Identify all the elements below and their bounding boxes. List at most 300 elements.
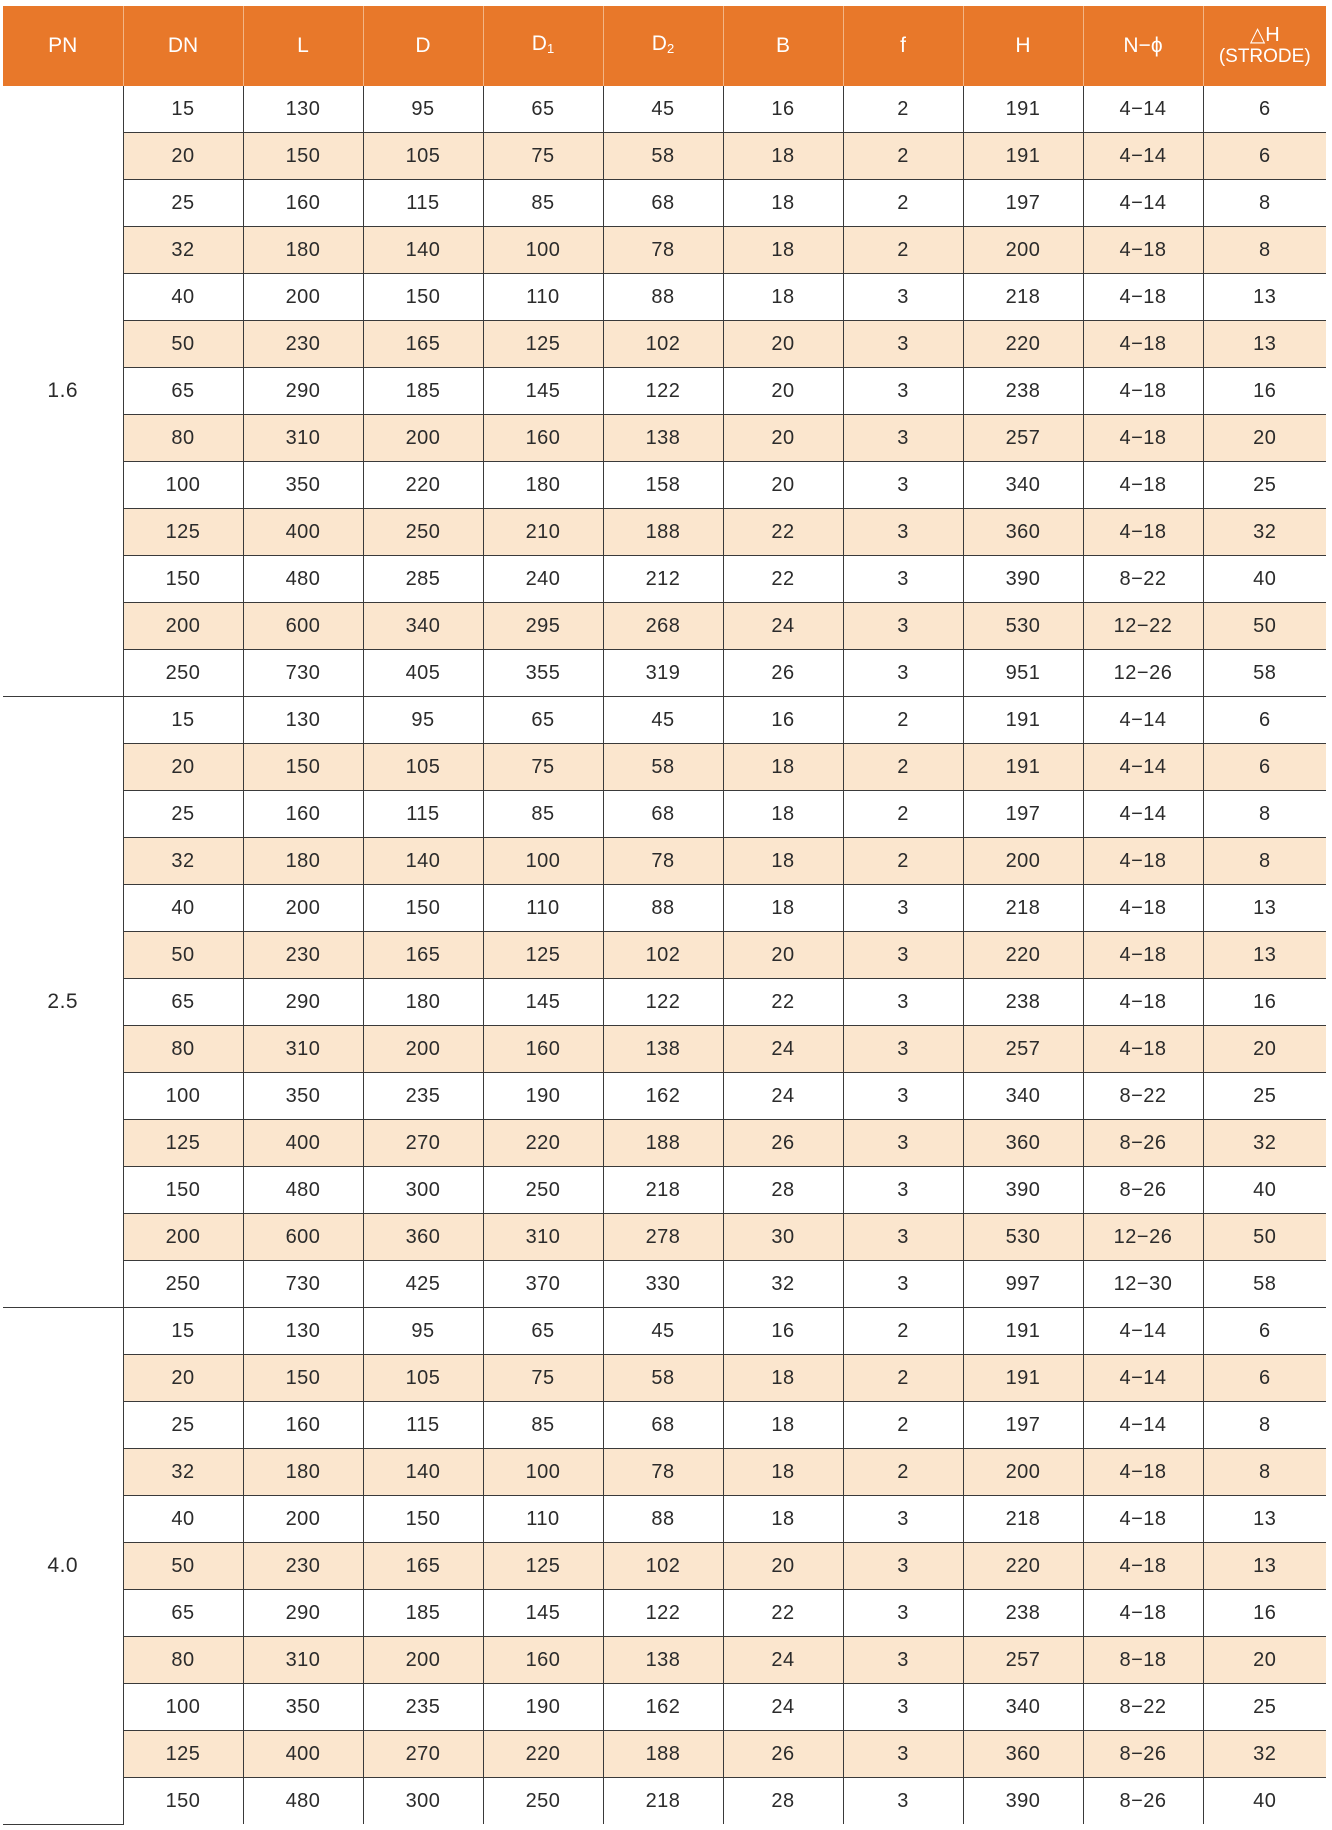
cell-f: 3 bbox=[843, 1684, 963, 1731]
pn-group-label: 1.6 bbox=[3, 86, 123, 697]
cell-f: 2 bbox=[843, 86, 963, 133]
table-row bbox=[3, 885, 1326, 932]
cell-d: 270 bbox=[363, 1731, 483, 1778]
cell-h: 530 bbox=[963, 1214, 1083, 1261]
cell-d: 150 bbox=[363, 1496, 483, 1543]
cell-d: 200 bbox=[363, 415, 483, 462]
cell-l: 290 bbox=[243, 1590, 363, 1637]
cell-dn: 100 bbox=[123, 1684, 243, 1731]
cell-n-phi: 4−18 bbox=[1083, 1026, 1203, 1073]
cell-d1: 85 bbox=[483, 791, 603, 838]
cell-l: 310 bbox=[243, 1026, 363, 1073]
table-row bbox=[3, 1261, 1326, 1308]
header-l: L bbox=[243, 6, 363, 86]
table-row bbox=[3, 791, 1326, 838]
cell-l: 130 bbox=[243, 86, 363, 133]
table-row bbox=[3, 1026, 1326, 1073]
cell-d1: 85 bbox=[483, 180, 603, 227]
cell-d2: 58 bbox=[603, 133, 723, 180]
cell-d: 105 bbox=[363, 744, 483, 791]
cell-n-phi: 8−18 bbox=[1083, 1637, 1203, 1684]
table-row bbox=[3, 1590, 1326, 1637]
cell-d: 185 bbox=[363, 1590, 483, 1637]
cell-d2: 162 bbox=[603, 1073, 723, 1120]
cell-l: 310 bbox=[243, 415, 363, 462]
cell-delta-h: 8 bbox=[1203, 791, 1326, 838]
cell-d2: 138 bbox=[603, 415, 723, 462]
cell-d1: 180 bbox=[483, 462, 603, 509]
cell-dn: 125 bbox=[123, 509, 243, 556]
header-h: H bbox=[963, 6, 1083, 86]
cell-n-phi: 4−14 bbox=[1083, 697, 1203, 744]
cell-n-phi: 4−14 bbox=[1083, 1308, 1203, 1355]
cell-d: 165 bbox=[363, 321, 483, 368]
cell-f: 3 bbox=[843, 650, 963, 697]
cell-d: 270 bbox=[363, 1120, 483, 1167]
cell-dn: 250 bbox=[123, 1261, 243, 1308]
cell-f: 3 bbox=[843, 556, 963, 603]
table-row bbox=[3, 744, 1326, 791]
cell-n-phi: 8−26 bbox=[1083, 1731, 1203, 1778]
cell-f: 2 bbox=[843, 1449, 963, 1496]
cell-b: 26 bbox=[723, 1731, 843, 1778]
cell-delta-h: 16 bbox=[1203, 979, 1326, 1026]
cell-d1: 160 bbox=[483, 1637, 603, 1684]
cell-f: 3 bbox=[843, 1167, 963, 1214]
cell-n-phi: 4−18 bbox=[1083, 932, 1203, 979]
cell-d2: 102 bbox=[603, 932, 723, 979]
cell-n-phi: 4−18 bbox=[1083, 979, 1203, 1026]
cell-d1: 160 bbox=[483, 415, 603, 462]
cell-l: 160 bbox=[243, 1402, 363, 1449]
table-row bbox=[3, 1778, 1326, 1825]
header-f: f bbox=[843, 6, 963, 86]
cell-h: 197 bbox=[963, 180, 1083, 227]
table-row bbox=[3, 1214, 1326, 1261]
cell-h: 390 bbox=[963, 1778, 1083, 1825]
cell-d2: 68 bbox=[603, 1402, 723, 1449]
cell-d1: 85 bbox=[483, 1402, 603, 1449]
cell-f: 3 bbox=[843, 1778, 963, 1825]
cell-f: 3 bbox=[843, 321, 963, 368]
cell-n-phi: 8−26 bbox=[1083, 1120, 1203, 1167]
cell-dn: 32 bbox=[123, 838, 243, 885]
cell-d2: 45 bbox=[603, 697, 723, 744]
cell-d1: 145 bbox=[483, 979, 603, 1026]
table-row bbox=[3, 1684, 1326, 1731]
cell-d: 405 bbox=[363, 650, 483, 697]
cell-d: 95 bbox=[363, 86, 483, 133]
cell-b: 16 bbox=[723, 1308, 843, 1355]
cell-h: 191 bbox=[963, 1308, 1083, 1355]
cell-delta-h: 25 bbox=[1203, 1073, 1326, 1120]
cell-n-phi: 8−26 bbox=[1083, 1167, 1203, 1214]
cell-f: 3 bbox=[843, 1214, 963, 1261]
cell-n-phi: 8−22 bbox=[1083, 1073, 1203, 1120]
cell-b: 18 bbox=[723, 227, 843, 274]
cell-d2: 122 bbox=[603, 1590, 723, 1637]
cell-h: 360 bbox=[963, 1731, 1083, 1778]
cell-l: 730 bbox=[243, 650, 363, 697]
cell-b: 20 bbox=[723, 932, 843, 979]
cell-delta-h: 13 bbox=[1203, 321, 1326, 368]
header-dn: DN bbox=[123, 6, 243, 86]
valve-dimension-table bbox=[3, 6, 1326, 1825]
cell-d1: 75 bbox=[483, 1355, 603, 1402]
cell-d: 340 bbox=[363, 603, 483, 650]
cell-dn: 200 bbox=[123, 603, 243, 650]
cell-d1: 250 bbox=[483, 1167, 603, 1214]
cell-d: 140 bbox=[363, 227, 483, 274]
table-row bbox=[3, 462, 1326, 509]
cell-d1: 110 bbox=[483, 885, 603, 932]
cell-f: 3 bbox=[843, 1120, 963, 1167]
cell-b: 24 bbox=[723, 603, 843, 650]
cell-delta-h: 6 bbox=[1203, 697, 1326, 744]
cell-f: 3 bbox=[843, 932, 963, 979]
cell-b: 18 bbox=[723, 744, 843, 791]
cell-l: 200 bbox=[243, 274, 363, 321]
cell-d: 150 bbox=[363, 274, 483, 321]
cell-delta-h: 58 bbox=[1203, 650, 1326, 697]
cell-b: 24 bbox=[723, 1073, 843, 1120]
cell-h: 238 bbox=[963, 979, 1083, 1026]
cell-l: 230 bbox=[243, 321, 363, 368]
cell-d2: 102 bbox=[603, 1543, 723, 1590]
cell-d2: 78 bbox=[603, 838, 723, 885]
cell-n-phi: 12−30 bbox=[1083, 1261, 1203, 1308]
cell-l: 150 bbox=[243, 133, 363, 180]
cell-h: 257 bbox=[963, 1637, 1083, 1684]
table-row bbox=[3, 1167, 1326, 1214]
table-row bbox=[3, 1637, 1326, 1684]
cell-f: 3 bbox=[843, 1073, 963, 1120]
cell-delta-h: 40 bbox=[1203, 556, 1326, 603]
cell-f: 2 bbox=[843, 744, 963, 791]
table-row bbox=[3, 1402, 1326, 1449]
cell-d2: 88 bbox=[603, 274, 723, 321]
cell-delta-h: 13 bbox=[1203, 1496, 1326, 1543]
cell-b: 24 bbox=[723, 1026, 843, 1073]
header-d1-base: D bbox=[531, 31, 547, 55]
cell-h: 390 bbox=[963, 1167, 1083, 1214]
cell-h: 340 bbox=[963, 1073, 1083, 1120]
cell-f: 2 bbox=[843, 791, 963, 838]
cell-l: 160 bbox=[243, 791, 363, 838]
cell-delta-h: 8 bbox=[1203, 227, 1326, 274]
cell-n-phi: 4−18 bbox=[1083, 1496, 1203, 1543]
cell-dn: 125 bbox=[123, 1731, 243, 1778]
cell-dn: 80 bbox=[123, 415, 243, 462]
cell-delta-h: 32 bbox=[1203, 1120, 1326, 1167]
cell-b: 18 bbox=[723, 1449, 843, 1496]
cell-h: 220 bbox=[963, 321, 1083, 368]
cell-h: 191 bbox=[963, 133, 1083, 180]
cell-l: 480 bbox=[243, 556, 363, 603]
cell-b: 22 bbox=[723, 509, 843, 556]
cell-d1: 160 bbox=[483, 1026, 603, 1073]
cell-d2: 162 bbox=[603, 1684, 723, 1731]
cell-l: 350 bbox=[243, 462, 363, 509]
cell-f: 2 bbox=[843, 838, 963, 885]
cell-delta-h: 8 bbox=[1203, 180, 1326, 227]
cell-h: 257 bbox=[963, 415, 1083, 462]
cell-n-phi: 4−18 bbox=[1083, 885, 1203, 932]
table-row bbox=[3, 133, 1326, 180]
cell-d1: 295 bbox=[483, 603, 603, 650]
cell-h: 360 bbox=[963, 509, 1083, 556]
cell-delta-h: 58 bbox=[1203, 1261, 1326, 1308]
table-row bbox=[3, 86, 1326, 133]
cell-l: 230 bbox=[243, 1543, 363, 1590]
cell-delta-h: 8 bbox=[1203, 838, 1326, 885]
cell-l: 130 bbox=[243, 1308, 363, 1355]
cell-l: 150 bbox=[243, 1355, 363, 1402]
cell-h: 530 bbox=[963, 603, 1083, 650]
table-row bbox=[3, 603, 1326, 650]
cell-l: 350 bbox=[243, 1073, 363, 1120]
cell-b: 30 bbox=[723, 1214, 843, 1261]
cell-h: 200 bbox=[963, 1449, 1083, 1496]
cell-d2: 188 bbox=[603, 1120, 723, 1167]
cell-dn: 100 bbox=[123, 462, 243, 509]
cell-l: 200 bbox=[243, 1496, 363, 1543]
header-d: D bbox=[363, 6, 483, 86]
cell-d1: 145 bbox=[483, 368, 603, 415]
cell-d: 220 bbox=[363, 462, 483, 509]
cell-d1: 220 bbox=[483, 1120, 603, 1167]
cell-d2: 138 bbox=[603, 1026, 723, 1073]
cell-n-phi: 4−18 bbox=[1083, 1449, 1203, 1496]
cell-l: 600 bbox=[243, 1214, 363, 1261]
cell-dn: 25 bbox=[123, 180, 243, 227]
cell-d: 95 bbox=[363, 697, 483, 744]
cell-b: 18 bbox=[723, 838, 843, 885]
cell-h: 197 bbox=[963, 1402, 1083, 1449]
table-row bbox=[3, 1496, 1326, 1543]
table-row bbox=[3, 180, 1326, 227]
cell-f: 2 bbox=[843, 133, 963, 180]
cell-h: 340 bbox=[963, 1684, 1083, 1731]
cell-b: 24 bbox=[723, 1684, 843, 1731]
cell-dn: 40 bbox=[123, 274, 243, 321]
table-row bbox=[3, 1308, 1326, 1355]
cell-d1: 250 bbox=[483, 1778, 603, 1825]
table-row bbox=[3, 979, 1326, 1026]
cell-h: 191 bbox=[963, 697, 1083, 744]
cell-n-phi: 4−18 bbox=[1083, 1590, 1203, 1637]
cell-d: 165 bbox=[363, 932, 483, 979]
cell-l: 160 bbox=[243, 180, 363, 227]
cell-d2: 268 bbox=[603, 603, 723, 650]
cell-d: 235 bbox=[363, 1684, 483, 1731]
cell-dn: 80 bbox=[123, 1026, 243, 1073]
cell-b: 20 bbox=[723, 1543, 843, 1590]
cell-delta-h: 25 bbox=[1203, 1684, 1326, 1731]
cell-n-phi: 4−14 bbox=[1083, 133, 1203, 180]
cell-d2: 45 bbox=[603, 1308, 723, 1355]
cell-dn: 65 bbox=[123, 368, 243, 415]
cell-h: 218 bbox=[963, 885, 1083, 932]
cell-h: 200 bbox=[963, 227, 1083, 274]
cell-b: 28 bbox=[723, 1778, 843, 1825]
cell-n-phi: 4−18 bbox=[1083, 227, 1203, 274]
table-row bbox=[3, 274, 1326, 321]
cell-dn: 50 bbox=[123, 1543, 243, 1590]
cell-d1: 220 bbox=[483, 1731, 603, 1778]
cell-l: 400 bbox=[243, 1731, 363, 1778]
table-row bbox=[3, 227, 1326, 274]
cell-d: 425 bbox=[363, 1261, 483, 1308]
cell-f: 2 bbox=[843, 1402, 963, 1449]
cell-d1: 370 bbox=[483, 1261, 603, 1308]
table-row bbox=[3, 415, 1326, 462]
cell-l: 290 bbox=[243, 979, 363, 1026]
cell-d: 200 bbox=[363, 1637, 483, 1684]
cell-n-phi: 4−14 bbox=[1083, 744, 1203, 791]
cell-dn: 150 bbox=[123, 1167, 243, 1214]
header-d2-base: D bbox=[651, 31, 667, 55]
cell-dn: 65 bbox=[123, 1590, 243, 1637]
cell-l: 480 bbox=[243, 1778, 363, 1825]
cell-n-phi: 4−14 bbox=[1083, 1355, 1203, 1402]
cell-dn: 40 bbox=[123, 1496, 243, 1543]
cell-b: 20 bbox=[723, 415, 843, 462]
cell-l: 310 bbox=[243, 1637, 363, 1684]
cell-d2: 188 bbox=[603, 509, 723, 556]
pn-group-label: 4.0 bbox=[3, 1308, 123, 1825]
table-row bbox=[3, 838, 1326, 885]
cell-h: 238 bbox=[963, 368, 1083, 415]
table-row bbox=[3, 1543, 1326, 1590]
cell-d2: 188 bbox=[603, 1731, 723, 1778]
cell-b: 28 bbox=[723, 1167, 843, 1214]
cell-f: 3 bbox=[843, 1543, 963, 1590]
cell-l: 600 bbox=[243, 603, 363, 650]
cell-d: 115 bbox=[363, 1402, 483, 1449]
cell-d1: 125 bbox=[483, 1543, 603, 1590]
cell-d: 140 bbox=[363, 1449, 483, 1496]
cell-delta-h: 16 bbox=[1203, 1590, 1326, 1637]
cell-d2: 218 bbox=[603, 1167, 723, 1214]
cell-delta-h: 8 bbox=[1203, 1402, 1326, 1449]
cell-f: 3 bbox=[843, 979, 963, 1026]
cell-dn: 125 bbox=[123, 1120, 243, 1167]
cell-l: 400 bbox=[243, 1120, 363, 1167]
cell-delta-h: 16 bbox=[1203, 368, 1326, 415]
cell-d: 300 bbox=[363, 1778, 483, 1825]
cell-d: 105 bbox=[363, 1355, 483, 1402]
cell-dn: 25 bbox=[123, 1402, 243, 1449]
cell-n-phi: 4−18 bbox=[1083, 1543, 1203, 1590]
table-row bbox=[3, 368, 1326, 415]
cell-d2: 330 bbox=[603, 1261, 723, 1308]
cell-d: 95 bbox=[363, 1308, 483, 1355]
cell-b: 20 bbox=[723, 368, 843, 415]
cell-delta-h: 40 bbox=[1203, 1167, 1326, 1214]
cell-d2: 68 bbox=[603, 791, 723, 838]
cell-d2: 78 bbox=[603, 1449, 723, 1496]
cell-d1: 100 bbox=[483, 838, 603, 885]
cell-d1: 190 bbox=[483, 1073, 603, 1120]
cell-h: 340 bbox=[963, 462, 1083, 509]
cell-f: 3 bbox=[843, 462, 963, 509]
cell-d2: 122 bbox=[603, 368, 723, 415]
cell-delta-h: 13 bbox=[1203, 885, 1326, 932]
cell-d: 140 bbox=[363, 838, 483, 885]
header-delta-h-label: △H bbox=[1249, 24, 1280, 46]
cell-f: 3 bbox=[843, 415, 963, 462]
cell-d2: 212 bbox=[603, 556, 723, 603]
cell-b: 22 bbox=[723, 556, 843, 603]
cell-d2: 78 bbox=[603, 227, 723, 274]
cell-b: 26 bbox=[723, 650, 843, 697]
cell-b: 18 bbox=[723, 1496, 843, 1543]
cell-d2: 319 bbox=[603, 650, 723, 697]
table-body bbox=[3, 86, 1326, 1824]
cell-delta-h: 20 bbox=[1203, 415, 1326, 462]
cell-dn: 15 bbox=[123, 697, 243, 744]
cell-d1: 190 bbox=[483, 1684, 603, 1731]
table-row bbox=[3, 509, 1326, 556]
cell-f: 3 bbox=[843, 1026, 963, 1073]
cell-b: 18 bbox=[723, 274, 843, 321]
cell-delta-h: 32 bbox=[1203, 509, 1326, 556]
cell-d1: 75 bbox=[483, 744, 603, 791]
cell-d: 360 bbox=[363, 1214, 483, 1261]
cell-b: 18 bbox=[723, 1355, 843, 1402]
cell-d2: 88 bbox=[603, 1496, 723, 1543]
cell-d2: 158 bbox=[603, 462, 723, 509]
cell-l: 400 bbox=[243, 509, 363, 556]
cell-h: 951 bbox=[963, 650, 1083, 697]
cell-n-phi: 8−22 bbox=[1083, 1684, 1203, 1731]
cell-n-phi: 4−18 bbox=[1083, 509, 1203, 556]
cell-d1: 240 bbox=[483, 556, 603, 603]
cell-n-phi: 4−14 bbox=[1083, 86, 1203, 133]
cell-l: 180 bbox=[243, 227, 363, 274]
cell-n-phi: 4−18 bbox=[1083, 321, 1203, 368]
cell-d1: 125 bbox=[483, 321, 603, 368]
cell-dn: 150 bbox=[123, 1778, 243, 1825]
cell-dn: 15 bbox=[123, 86, 243, 133]
cell-delta-h: 6 bbox=[1203, 744, 1326, 791]
cell-b: 18 bbox=[723, 180, 843, 227]
cell-l: 230 bbox=[243, 932, 363, 979]
cell-h: 238 bbox=[963, 1590, 1083, 1637]
cell-b: 22 bbox=[723, 1590, 843, 1637]
cell-d1: 310 bbox=[483, 1214, 603, 1261]
cell-delta-h: 13 bbox=[1203, 1543, 1326, 1590]
table-row bbox=[3, 1120, 1326, 1167]
cell-d2: 58 bbox=[603, 1355, 723, 1402]
cell-f: 2 bbox=[843, 697, 963, 744]
cell-b: 16 bbox=[723, 697, 843, 744]
header-d1-subscript: 1 bbox=[546, 40, 555, 56]
cell-d: 180 bbox=[363, 979, 483, 1026]
cell-d: 300 bbox=[363, 1167, 483, 1214]
cell-d: 105 bbox=[363, 133, 483, 180]
header-row bbox=[3, 6, 1326, 86]
cell-d: 165 bbox=[363, 1543, 483, 1590]
cell-d1: 65 bbox=[483, 697, 603, 744]
cell-dn: 100 bbox=[123, 1073, 243, 1120]
header-d2 bbox=[603, 6, 723, 86]
cell-f: 3 bbox=[843, 885, 963, 932]
cell-h: 191 bbox=[963, 86, 1083, 133]
cell-delta-h: 50 bbox=[1203, 1214, 1326, 1261]
cell-b: 16 bbox=[723, 86, 843, 133]
